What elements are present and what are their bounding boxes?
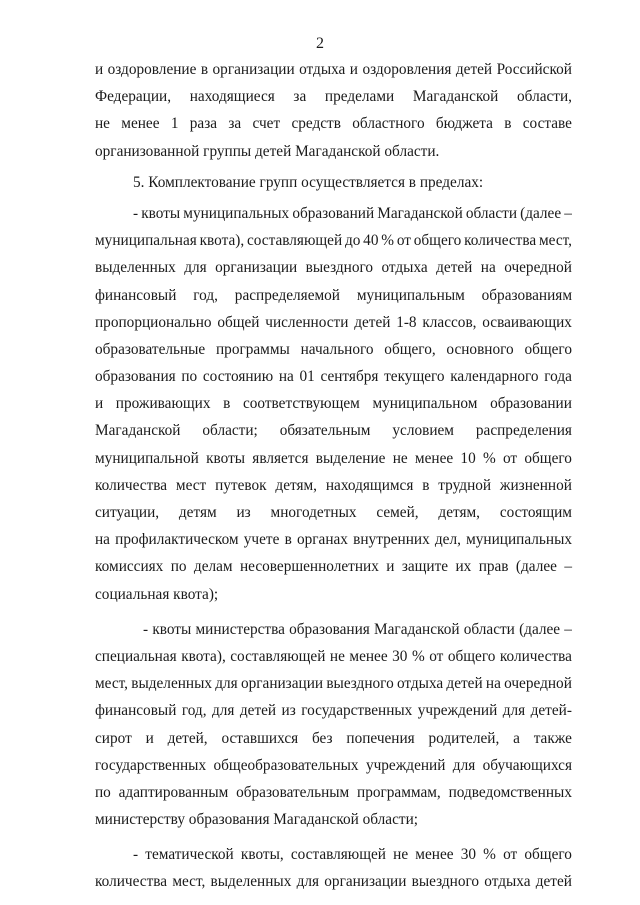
text-line: не менее 1 раза за счет средств областного бюджета в составе: [95, 115, 572, 133]
paragraph-thematic-quota: [95, 841, 572, 895]
text-line: пропорционально общей численности детей 1-8 классов, осваивающих: [95, 313, 572, 331]
paragraph-special-quota: [95, 616, 572, 834]
text-line: финансовый год, для детей из государственных учреждений для детей-: [95, 702, 572, 720]
text-line: мест, выделенных для организации выездного отдыха детей на очередной: [95, 675, 572, 693]
text-line: государственных общеобразовательных учреждений для обучающихся: [95, 756, 572, 774]
text-line: специальная квота), составляющей не менее 30 % от общего количества: [95, 647, 572, 665]
text-line: сирот и детей, оставшихся без попечения родителей, а также: [95, 729, 572, 747]
text-line: организованной группы детей Магаданской области.: [95, 142, 440, 160]
text-line: муниципальной квоты является выделение не менее 10 % от общего: [95, 449, 572, 467]
text-line: - квоты министерства образования Магаданской области (далее –: [143, 620, 572, 638]
text-line: Федерации, находящиеся за пределами Магаданской области,: [95, 88, 572, 106]
document-body: [95, 56, 572, 896]
text-line: количества мест путевок детям, находящимся в трудной жизненной: [95, 476, 572, 494]
text-line: образования по состоянию на 01 сентября текущего календарного года: [95, 368, 572, 386]
text-line: количества мест, выделенных для организации выездного отдыха детей: [95, 873, 572, 891]
paragraph-item-5: [95, 169, 572, 196]
paragraph-continuation: [95, 56, 572, 165]
text-line: образовательные программы начального общего, основного общего: [95, 340, 572, 358]
text-line: выделенных для организации выездного отдыха детей на очередной: [95, 259, 572, 277]
text-line: муниципальная квота), составляющей до 40 % от общего количества мест,: [95, 232, 572, 250]
text-line: комиссиях по делам несовершеннолетних и защите их прав (далее –: [95, 558, 572, 576]
text-line: Магаданской области; обязательным условием распределения: [95, 422, 572, 440]
page-number: 2: [316, 35, 324, 52]
paragraph-municipal-quota: [95, 200, 572, 608]
text-line: министерству образования Магаданской области;: [95, 811, 419, 829]
text-line: 5. Комплектование групп осуществляется в пределах:: [133, 173, 484, 191]
text-line: финансовый год, распределяемой муниципальным образованиям: [95, 286, 572, 304]
text-line: ситуации, детям из многодетных семей, детям, состоящим: [95, 504, 572, 521]
text-line: на профилактическом учете в органах внутренних дел, муниципальных: [95, 531, 572, 549]
text-line: - квоты муниципальных образований Магаданской области (далее –: [133, 204, 572, 222]
text-line: - тематической квоты, составляющей не менее 30 % от общего: [133, 846, 572, 864]
text-line: и оздоровление в организации отдыха и оздоровления детей Российской: [95, 61, 572, 78]
text-line: по адаптированным образовательным программам, подведомственных: [95, 783, 572, 801]
text-line: и проживающих в соответствующем муниципальном образовании: [95, 395, 572, 413]
text-line: социальная квота);: [95, 585, 219, 603]
